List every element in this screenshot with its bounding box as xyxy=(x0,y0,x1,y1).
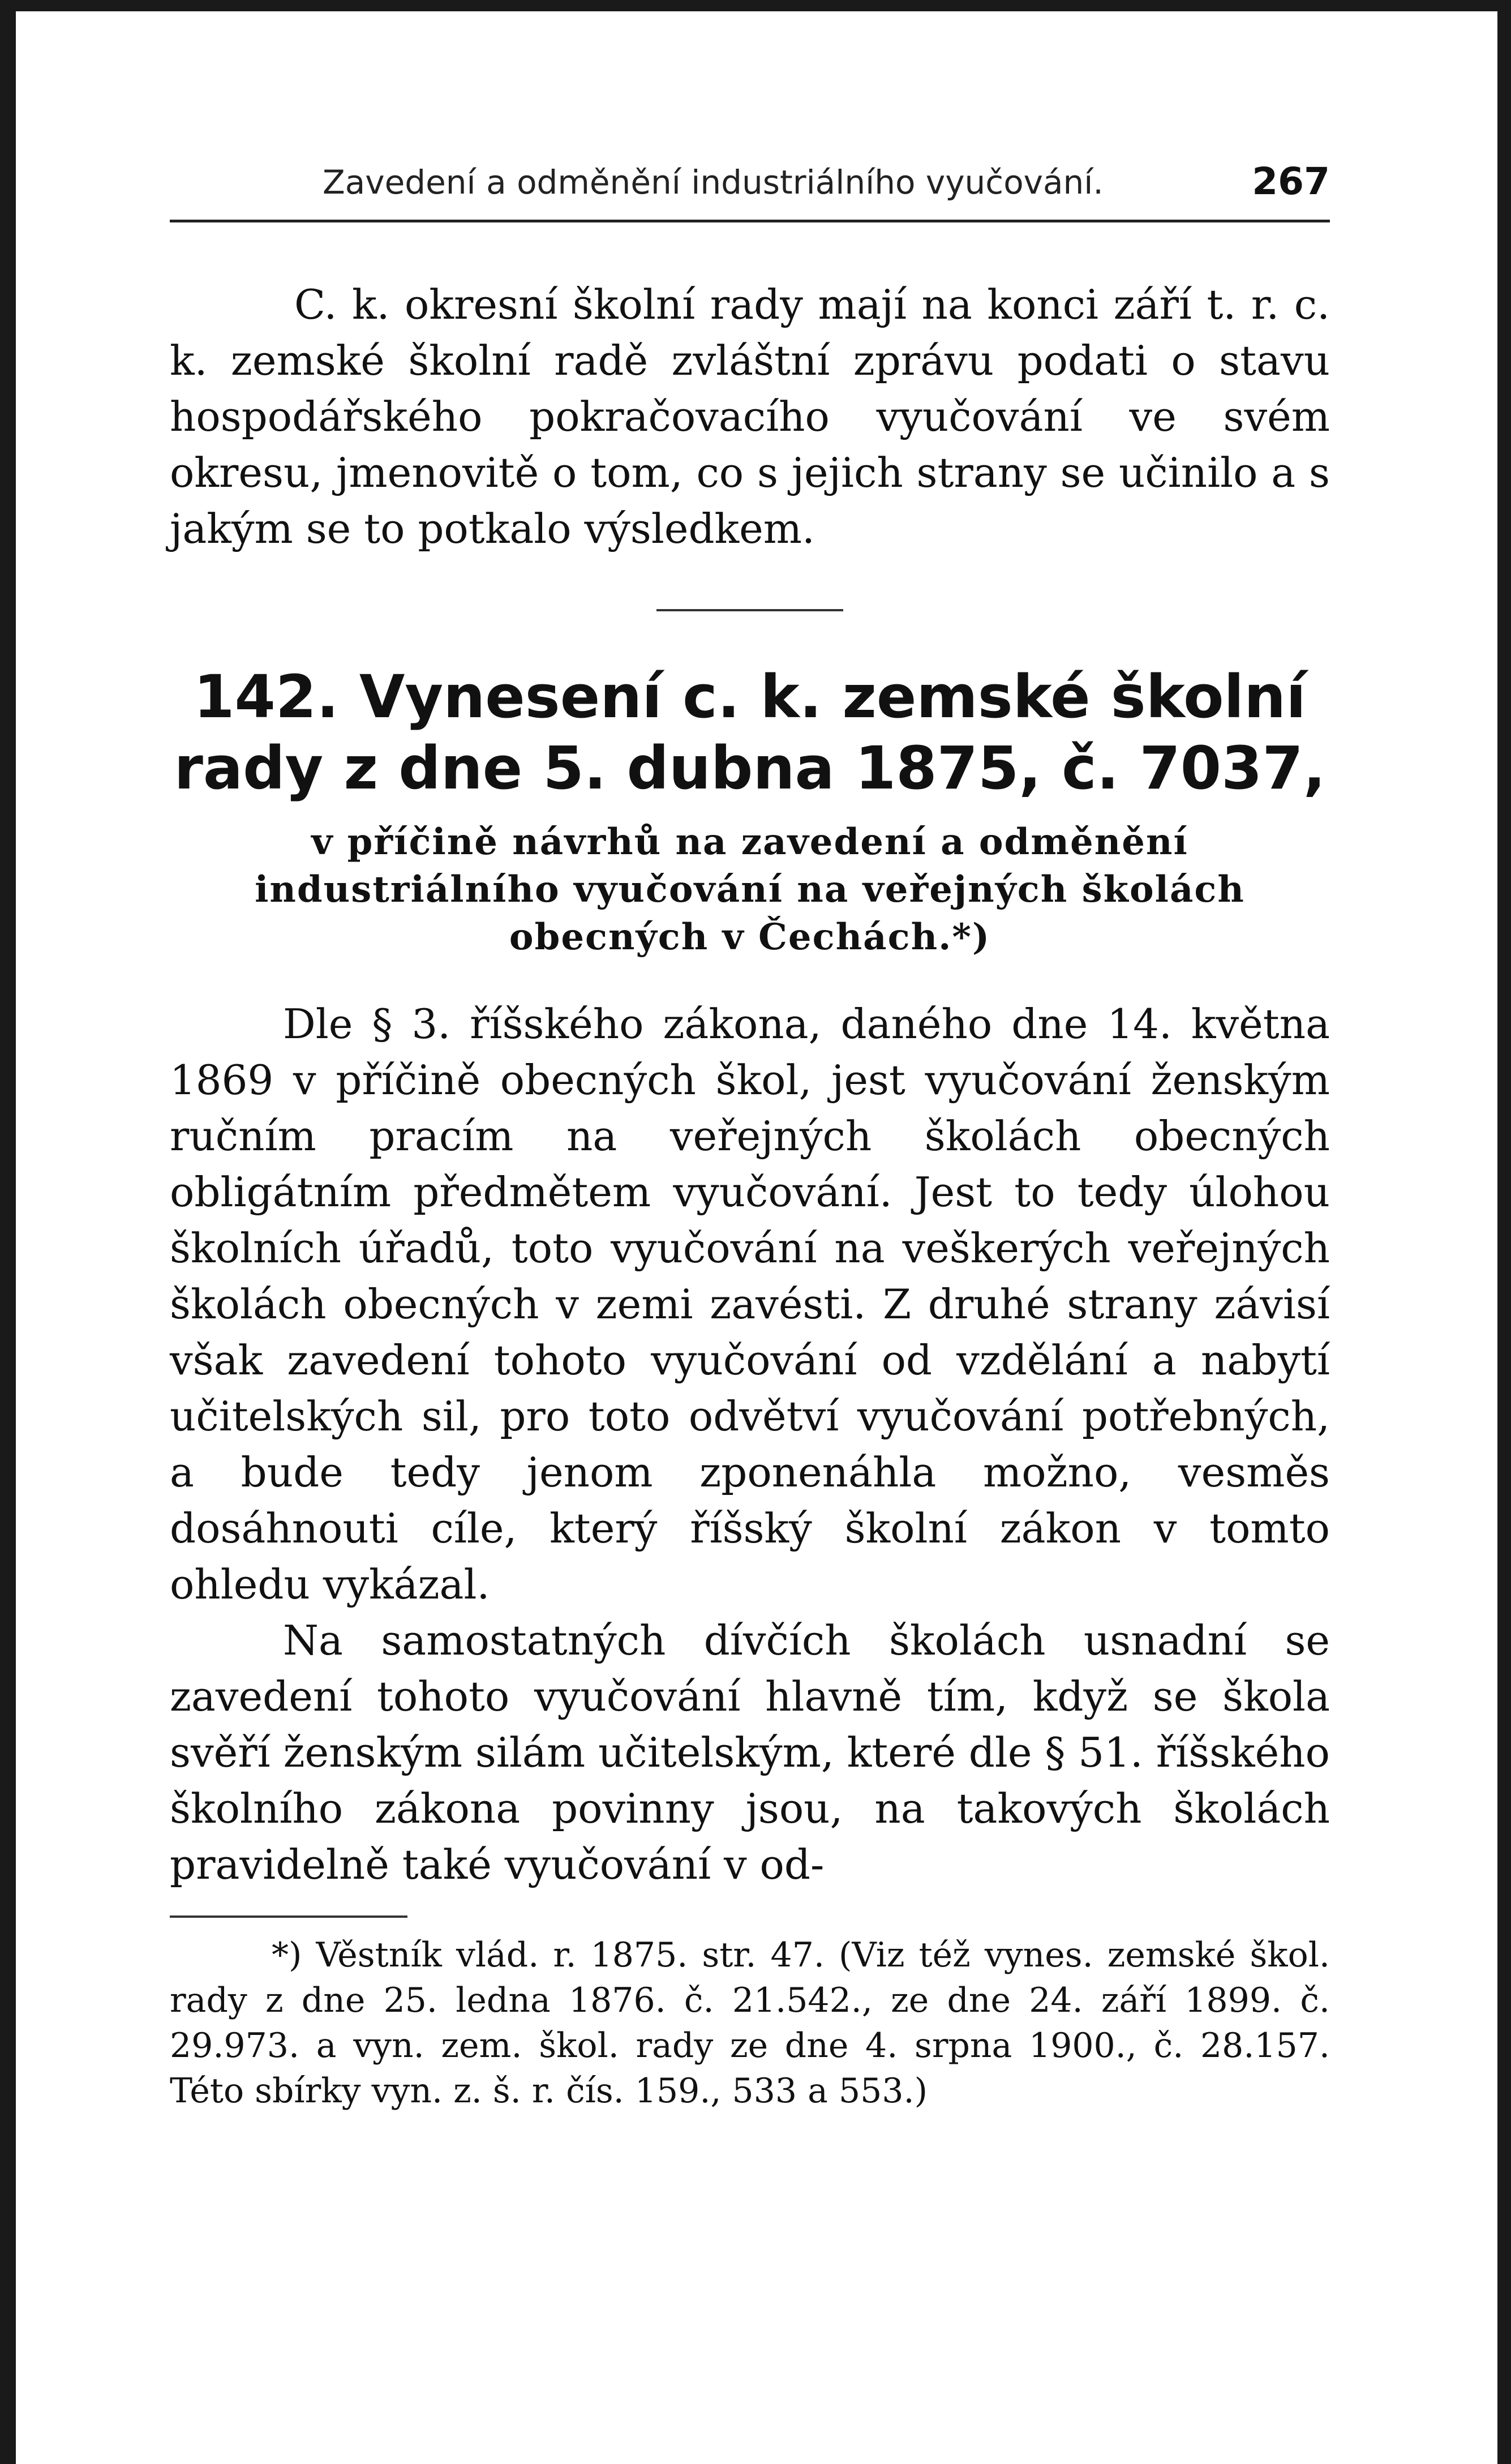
book-page xyxy=(170,153,1330,2114)
section-heading: 142. Vynesení c. k. zemské školní rady z dne 5. dubna 1875, č. 7037, xyxy=(174,662,1326,803)
body-paragraph: Na samostatných dívčích školách usnadní se zavedení tohoto vyučování hlavně tím, když se škola svěří ženským silám učitelským, které dle § 51. říšského školního zákona povinny jsou, na takových školách pravidelně také vyučování v od- xyxy=(170,1617,1330,1888)
section-body xyxy=(170,996,1330,1893)
running-head xyxy=(170,153,1330,209)
scan-border-right xyxy=(1497,0,1511,2464)
scan-border-top xyxy=(0,0,1511,11)
header-rule xyxy=(170,220,1330,222)
section-divider xyxy=(656,609,843,611)
body-paragraph: Dle § 3. říšského zákona, daného dne 14. května 1869 v příčině obecných škol, jest vyučování ženským ručním pracím na veřejných školách obecných obligátním předmětem vyučování. Jest to tedy úlohou školních úřadů, toto vyučování na veškerých veřejných školách obecných v zemi zavésti. Z druhé strany závisí však zavedení tohoto vyučování od vzdělání a nabytí učitelských sil, pro toto odvětví vyučování potřebných, a bude tedy jenom zponenáhla možno, vesměs dosáhnouti cíle, který říšský školní zákon v tomto ohledu vykázal. xyxy=(170,1000,1330,1608)
footnote: *) Věstník vlád. r. 1875. str. 47. (Viz též vynes. zemské škol. rady z dne 25. ledna 1876. č. 21.542., ze dne 24. září 1899. č. 29.973. a vyn. zem. škol. rady ze dne 4. srpna 1900., č. 28.157. Této sbírky vyn. z. š. r. čís. 159., 533 a 553.) xyxy=(170,1935,1330,2111)
section-subheading: v příčině návrhů na zavedení a odměnění industriálního vyučování na veřejných školách obecných v Čechách.*) xyxy=(255,821,1245,958)
running-head-title: Zavedení a odměnění industriálního vyučování. xyxy=(323,163,1104,202)
intro-paragraph: C. k. okresní školní rady mají na konci září t. r. c. k. zemské školní radě zvláštní zprávu podati o stavu hospodářského pokračovacího vyučování ve svém okresu, jmenovitě o tom, co s jejich strany se učinilo a s jakým se to potkalo výsledkem. xyxy=(170,281,1330,552)
page-number: 267 xyxy=(1252,160,1330,203)
footnote-rule xyxy=(170,1916,407,1918)
scan-border-left xyxy=(0,0,16,2464)
